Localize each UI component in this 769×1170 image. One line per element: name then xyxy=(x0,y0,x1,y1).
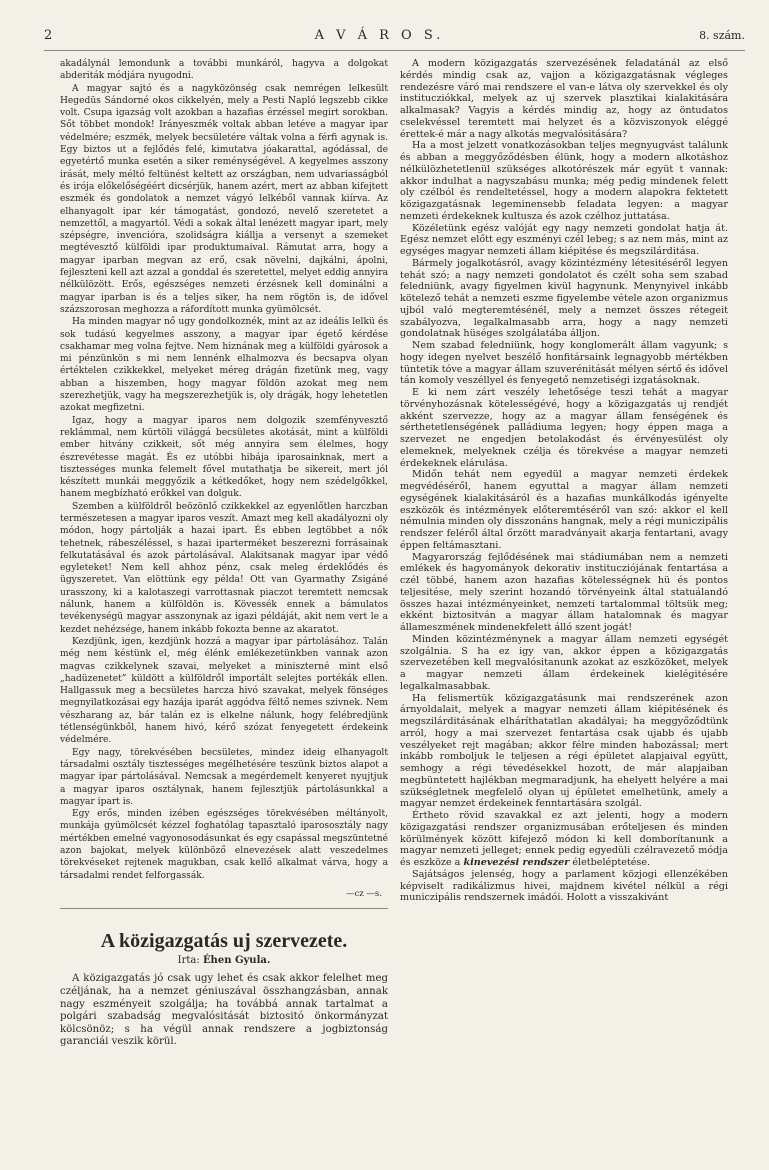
article-intro: A közigazgatás jó csak ugy lehet és csak akkor felelhet meg czéljának, ha a nemzet géniuszával összhangzásban, annak nagy eszményeit szolgálja; ha továbbá annak tartalmat a polgári szabadság megvalósitását biztositó önkormányzat kölcsönöz; s ha végül annak rendszere a jogbiztonság garanciái veszik körül. xyxy=(60,973,388,1048)
paragraph: Ha a most jelzett vonatkozásokban teljes megnyugvást találunk és abban a meggyőződésben élünk, hogy a modern alkotáshoz nélkülözhetetlenül szükséges alkotórészek már együt t vannak: akkor indulhat a nagyszabásu munka; még pedig mindenek felett oly czélból és rendeltetéssel, hogy a modern alapokra fektetett közigazgatásnak legeminensebb feladata legyen: a magyar nemzeti érdekeknek kultusza és azok czélhoz juttatása. xyxy=(400,140,728,222)
masthead-title: A V Á R O S. xyxy=(314,28,445,43)
paragraph: akadálynál lemondunk a további munkáról, hagyva a dolgokat abderiták módjára nyugodni. xyxy=(60,59,388,82)
left-column xyxy=(60,58,388,1168)
paragraph: Sajátságos jelenség, hogy a parlament közjogi ellenzékében képviselt radikálizmus hivei, majdnem kivétel nélkül a régi municzipális rendszernek imádói. Holott a visszakivánt xyxy=(400,868,728,904)
paragraph: A magyar sajtó és a nagyközönség csak nemrégen lelkesült Hegedüs Sándorné okos cikkelyén, mely a Pesti Napló legszebb cikke volt. Csupa igazság volt azokban a hazafias érzéssel megirt sorokban. Sőt többet mondok! Irányeszmék voltak abban letéve a magyar ipar védelmére; eszmék, melyek becsületére váltak volna a férfi agynak is. Egy biztos ut a fejlődés felé, kimutatva jóakarattal, agódással, de egyetértő munka esetén a siker reménységével. A kegyelmes asszony irását, mely méltó feltünést keltett az országban, nem udvariasságból és irója előkelőségéért dicsérjük, hanem azért, mert az abban kifejtett eszmék és gondolatok a nemzet vágyó lelkéből vannak kiírva. Az elhanyagolt ipar kér támogatást, gondozó, nevelő szeretetet a nemzettől, a magyartól. Védi a sokak által lenézett magyar ipart, mely szépségre, invencióra, szolidságra kiállja a versenyt a szemeket megtévesztő külföldi ipar produktumaival. Rámutat arra, hogy a magyar iparban megvan az erő, csak növelni, dajkálni, ápolni, fejleszteni kell azt azzal a gonddal és szeretettel, melyet eddig annyira nélkülözött. Erős, egészséges nemzeti érzésnek kell dominálni a magyar iparban is és a teljes siker, ha nem rögtön is, de idővel százszorosan meghozza a ráfordított munka gyümölcsét. xyxy=(60,83,388,315)
paragraph: Midőn tehát nem egyedül a magyar nemzeti érdekek megvédéséről, hanem egyuttal a magyar állam nemzeti egységének kialakitásáról és a hazafias munkálkodás igényelte eszközök és intézmények előteremtéséről van szó: akkor el kell némulnia minden oly disszonáns hangnak, mely a régi municzipális rendszer feléről által őrzött maradványait akarja fentartani, avagy éppen feltámasztani. xyxy=(400,469,728,551)
page-number: 2 xyxy=(44,28,53,43)
new-article xyxy=(60,929,388,1049)
paragraph: Nem szabad feledniünk, hogy konglomerált állam vagyunk; s hogy idegen nyelvet beszélő honfitársaink legnagyobb mértékben tüntetik tóve a magyar állam szuverénitását mélyen sértő és idővel tán komoly veszéllyel és fenyegető nemzetiségi izgatásoknak. xyxy=(400,340,728,387)
paragraph: Kezdjünk, igen, kezdjünk hozzá a magyar ipar pártolásához. Talán még nem késtünk el, még élénk emlékezetünkben vannak azon magvas czikkelynek szavai, melyeket a miniszterné mint első „hadüzenetet” küldött a külföldről importált selejtes portékák ellen. Hallgassuk meg a becsületes harcza hivó szavakat, melyek fönséges megnyilatkozásai egy hazája iparát aggódva féltő nemes szivnek. Nem vészharang az, bár talán ez is elkelne nálunk, hogy felébredjünk tétlenségünkből, hanem hivó, kérő szózat fenyegetett érdekeink védelmére. xyxy=(60,636,388,746)
paragraph: Igaz, hogy a magyar iparos nem dolgozik szemfényvesztő reklámmal, nem kürtöli világgá becsületes akotását, mint a külföldi ember hitvány czikkeit, sőt még annyira sem élelmes, hogy észrevétesse magát. És ez utóbbi hibája iparosainknak, mert a tisztességes munka felemelt fővel mutathatja be sikereit, mert jól készített munkái meggyőzik a kétkedőket, hogy nem szédelgőkkel, hanem megbízható erőkkel van dolguk. xyxy=(60,415,388,500)
issue-number: 8. szám. xyxy=(699,29,745,42)
page-header xyxy=(44,28,745,51)
byline-prefix: Irta: xyxy=(177,955,200,967)
article-title: A közigazgatás uj szervezete. xyxy=(100,930,348,953)
article-signature: —cz —s. xyxy=(345,888,382,899)
right-column xyxy=(400,58,728,1168)
emphasized-phrase: kinevezési rendszer xyxy=(463,857,570,868)
paragraph: Szemben a külföldről beözönlő czikkekkel az egyenlőtlen harczban természetesen a magyar iparos veszít. Amazt meg kell akadályozni oly módon, hogy pártolják a hazai ipart. És ebben legtöbbet a nők tehetnek, rábeszéléssel, s hazai iparterméket beszerezni forrásainak felkutatásával és azok pártolásával. Alakitsanak magyar ipar védő egyleteket! Nem kell ahhoz pénz, csak meleg érdeklődés és ügyszeretet. Van elöttünk egy példa! Ott van Gyarmathy Zsigáné urasszony, ki a kalotaszegi varrottasnak piaczot teremtett nemcsak nálunk, hanem a külföldön is. Kövessék ennek a bámulatos tevékenységü magyar asszonynak az igazi példáját, akit nem vert le a kezdet nehézsége, hanem inkább fokozta benne az akaratot. xyxy=(60,501,388,635)
paragraph-tail: életbeléptetése. xyxy=(572,857,651,868)
paragraph: Közéletünk egész valóját egy nagy nemzeti gondolat hatja át. Egész nemzet előtt egy eszményi czél lebeg; s az nem más, mint az egységes magyar nemzeti állam kiépitése és megszilárditása. xyxy=(400,222,728,257)
paragraph: Magyarország fejlődésének mai stádiumában nem a nemzeti emlékek és hagyományok dekorativ institucziójának fentartása a czél többé, hanem azon hazafias kötelességnek hü és pontos teljesitése, mely szerint hozandó törvényeink által statuálandó összes hazai intézményeinket, nemzeti tartalommal töltsük meg; ekként biztositván a magyar állam hatalomnak és magyar állameszmének mindenekfelett álló szent jogát! xyxy=(400,551,728,633)
paragraph: Egy erős, minden izében egészséges törekvésében méltányolt, munkája gyümölcsét kézzel foghatólag tapasztaló iparososztály nagy mértékben emelné vagyonosodásunkat és egy csapással megszüntetné azon bajokat, melyek különböző elnevezések alatt veszedelmes törekvéseket rejtenek magukban, csak kellő alkalmat várva, hogy a társadalmi rendet felforgassák. xyxy=(60,809,388,881)
paragraph: Minden közintézménynek a magyar állam nemzeti egységét szolgálnia. S ha ez igy van, akkor éppen a közigazgatás szervezetében kell megvalósitanunk azokat az eszközöket, melyek a magyar nemzeti állam érdekeinek kielégitésére legalkalmasabbak. xyxy=(400,633,728,692)
paragraph: A modern közigazgatás szervezésének feladatánál az első kérdés mindig csak az, vajjon a közigazgatásnak végleges rendezésre váró mai rendszere el van-e látva oly szervekkel és oly institucziókkal, melyek az uj szervek plasztikai kialakitására alkalmasak? Vagyis a kérdés mindig az, hogy az öntudatos cselekvéssel teremtett mai helyzet és a közviszonyok eléggé érettek-é már a nagy alkotás megvalósitására? xyxy=(400,58,728,140)
paragraph: Ha minden magyar nő ugy gondolkoznék, mint az az ideális lelkü és sok tudású kegyelmes asszony, a magyar ipar égető kérdése csakhamar meg volna fejtve. Nem hiznának meg a külföldi gyárosok a mi pénzünkön s mi nem lennénk elhalmozva és becsapva olyan értéktelen czikkekkel, melyeket méreg drágán fizetünk meg, vagy abban a hiszemben, hogy magyar földön azokat meg nem szerezhetjük, vagy ha megszerezhetjük is, oly drágák, hogy lehetetlen azokat megfizetni. xyxy=(60,317,388,414)
paragraph: Bármely jogalkotásról, avagy közintézmény létesitéséről legyen tehát szó; a nagy nemzeti gondolatot és czélt soha sem szabad feledniünk, avagy figyelmen kivül hagynunk. Menynyivel inkább kötelező tehát a nemzeti eszme figyelembe vétele azon organizmus ujból való megteremtésénél, mely a nemzet összes rétegeit szabályozva, legalkalmasabb arra, hogy a nagy nemzeti gondolatnak hüséges szolgálatába álljon. xyxy=(400,257,728,340)
author-name: Éhen Gyula. xyxy=(202,955,271,967)
paragraph xyxy=(400,810,728,869)
paragraph: Ha felismertük közigazgatásunk mai rendszerének azon árnyoldalait, melyek a magyar nemzeti állam kiépitésének és megszilárditásának elháríthatatlan akadályai; ha meggyőződtünk arról, hogy a mai szervezet fentartása csak ujabb és ujabb veszélyeket rejt magában; akkor félre minden habozással; mert inkább romboljuk le teljesen a régi épületet alapjaival együtt, semhogy a régi tévedésekkel hozott, de már alapjaiban megbüntetett hajlékban megmaradjunk, ha ehelyett helyére a mai szükségletnek megfelelő olyan uj épületet emelhetünk, amely a magyar nemzet érdekeinek fenntartására szolgál. xyxy=(400,692,728,810)
paragraph-text: Értheto rövid szavakkal ez azt jelenti, hogy a modern közigazgatási rendszer organizmusában erőteljesen és minden körülmények között kifejező módon ki kell domborítanunk a magyar nemzeti jelleget; ennek pedig egyedüli czélravezető módja és eszköze a xyxy=(400,810,728,868)
divider xyxy=(60,908,388,909)
byline xyxy=(60,955,388,967)
paragraph: E ki nem zárt veszély lehetősége teszi tehát a magyar törvényhozásnak kötelességévé, hogy a közigazgatás uj rendjét akként szervezze, hogy az a magyar állam fenségének és sérthetetlenségének palládiuma legyen; hogy éppen maga a szervezet ne engedjen betolakodást és érvényesülést oly elemeknek, melyeknek czélja és törekvése a magyar nemzeti érdekeknek elárulása. xyxy=(400,387,728,469)
paragraph: Egy nagy, törekvésében becsületes, mindez ideig elhanyagolt társadalmi osztály tisztességes megélhetésére teszünk biztos alapot a magyar ipar pártolásával. Nemcsak a megérdemelt kenyeret nyujtjuk a magyar iparos osztálynak, hanem fejlesztjük pártolásunkkal a magyar ipart is. xyxy=(60,747,388,807)
